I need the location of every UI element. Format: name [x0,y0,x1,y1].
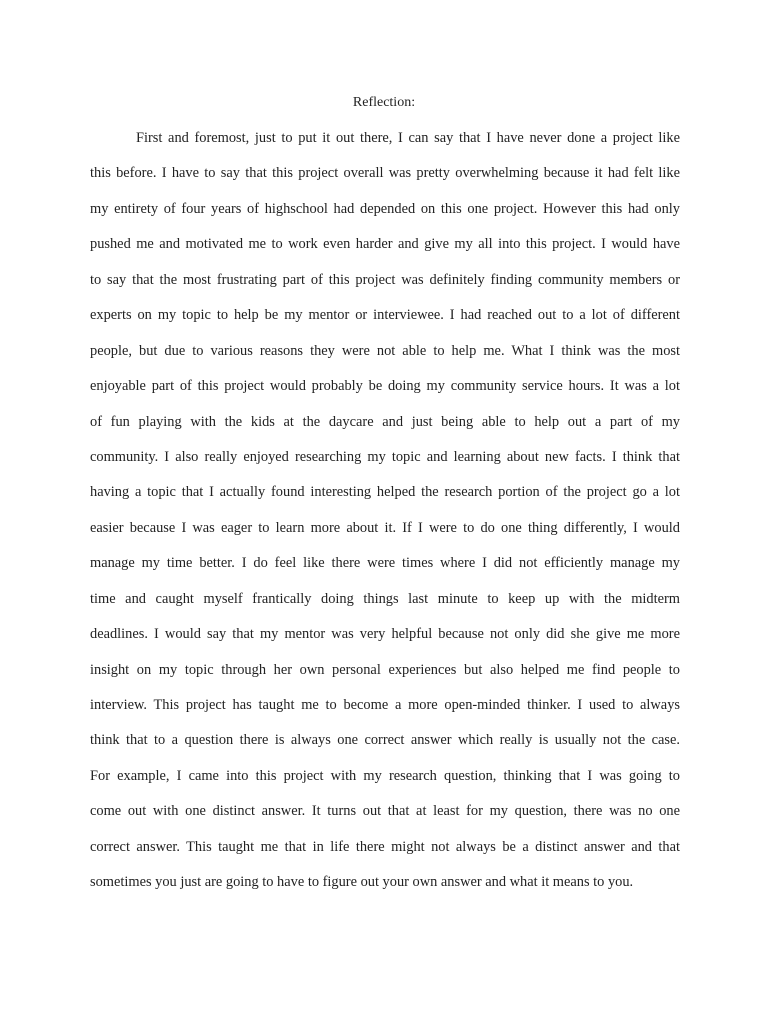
paragraph-line: think that to a question there is always one correct answer which really is usually not the case. [90,732,680,749]
paragraph-line: this before. I have to say that this project overall was pretty overwhelming because it had felt like [90,165,680,182]
paragraph-line: time and caught myself frantically doing things last minute to keep up with the midterm [90,590,680,607]
page-title: Reflection: [352,95,416,110]
paragraph-line: First and foremost, just to put it out there, I can say that I have never done a project like [136,130,680,146]
paragraph-line: pushed me and motivated me to work even harder and give my all into this project. I would have [90,236,680,253]
paragraph-line: deadlines. I would say that my mentor was very helpful because not only did she give me more [90,626,680,643]
paragraph-line: people, but due to various reasons they were not able to help me. What I think was the most [90,342,680,359]
paragraph-line: For example, I came into this project with my research question, thinking that I was going to [90,767,680,784]
paragraph-line: enjoyable part of this project would probably be doing my community service hours. It was a lot [90,378,680,395]
paragraph-line: of fun playing with the kids at the daycare and just being able to help out a part of my [90,413,680,430]
paragraph-line: my entirety of four years of highschool had depended on this one project. However this had only [90,200,680,217]
paragraph-line: having a topic that I actually found interesting helped the research portion of the project go a lot [90,484,680,501]
paragraph-line: easier because I was eager to learn more about it. If I were to do one thing differently, I would [90,519,680,536]
paragraph-line: manage my time better. I do feel like there were times where I did not efficiently manage my [90,555,680,572]
paragraph-line: sometimes you just are going to have to figure out your own answer and what it means to you. [90,874,634,891]
paragraph-line: community. I also really enjoyed researching my topic and learning about new facts. I think that [90,448,680,465]
paragraph-line: to say that the most frustrating part of this project was definitely finding community members or [90,271,680,288]
reflection-paragraph [90,124,680,904]
paragraph-line: insight on my topic through her own personal experiences but also helped me find people to [90,661,680,678]
paragraph-line: interview. This project has taught me to become a more open-minded thinker. I used to always [90,697,680,713]
paragraph-line: correct answer. This taught me that in life there might not always be a distinct answer and that [90,838,680,855]
paragraph-line: experts on my topic to help be my mentor or interviewee. I had reached out to a lot of different [90,307,680,324]
paragraph-line: come out with one distinct answer. It turns out that at least for my question, there was no one [90,803,680,820]
